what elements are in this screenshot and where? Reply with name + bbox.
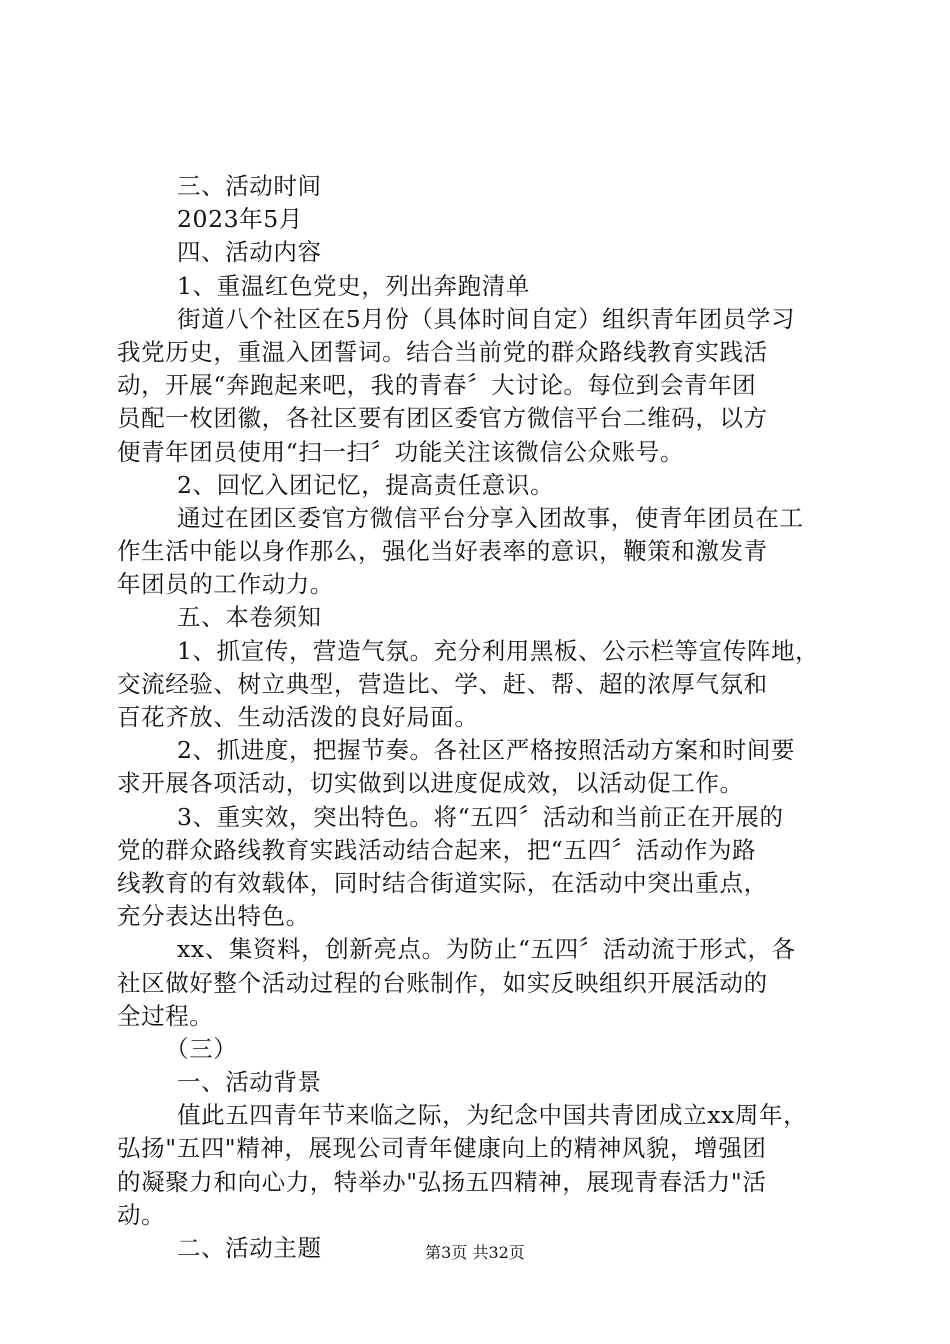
paragraph-line: 百花齐放、生动活泼的良好局面。 xyxy=(117,703,479,731)
paragraph-line: 动。 xyxy=(117,1200,166,1229)
paragraph-line: 1、抓宣传，营造气氛。充分利用黑板、公示栏等宣传阵地， xyxy=(177,636,820,665)
part-heading: （三） xyxy=(165,1034,238,1063)
paragraph-line: 值此五四青年节来临之际，为纪念中国共青团成立xx周年， xyxy=(177,1101,808,1130)
paragraph-line: 动，开展“奔跑起来吧，我的青春〞大讨论。每位到会青年团 xyxy=(117,371,757,400)
subheading-line: 1、重温红色党史，列出奔跑清单 xyxy=(177,271,530,300)
section-heading-background: 一、活动背景 xyxy=(177,1068,322,1097)
paragraph-line: 的凝聚力和向心力，特举办"弘扬五四精神，展现青春活力"活 xyxy=(117,1167,767,1196)
paragraph-line: 便青年团员使用“扫一扫〞功能关注该微信公众账号。 xyxy=(117,437,684,466)
section-heading-notes: 五、本卷须知 xyxy=(177,603,322,632)
paragraph-line: 员配一枚团徽，各社区要有团区委官方微信平台二维码，以方 xyxy=(117,404,768,433)
section-heading-activity-content: 四、活动内容 xyxy=(177,238,322,267)
paragraph-line: xx、集资料，创新亮点。为防止“五四〞活动流于形式，各 xyxy=(177,935,796,964)
paragraph-line: 求开展各项活动，切实做到以进度促成效，以活动促工作。 xyxy=(117,769,744,798)
paragraph-line: 作生活中能以身作那么，强化当好表率的意识，鞭策和激发青 xyxy=(117,537,768,566)
section-heading-theme: 二、活动主题 xyxy=(177,1234,322,1262)
paragraph-line: 我党历史，重温入团誓词。结合当前党的群众路线教育实践活 xyxy=(117,337,768,366)
paragraph-line: 充分表达出特色。 xyxy=(117,902,310,931)
paragraph-line: 交流经验、树立典型，营造比、学、赶、帮、超的浓厚气氛和 xyxy=(117,669,768,698)
paragraph-line: 弘扬"五四"精神，展现公司青年健康向上的精神风貌，增强团 xyxy=(117,1134,767,1163)
paragraph-line: 党的群众路线教育实践活动结合起来，把“五四〞活动作为路 xyxy=(117,835,757,864)
paragraph-line: 线教育的有效载体，同时结合街道实际，在活动中突出重点， xyxy=(117,868,768,897)
paragraph-line: 街道八个社区在5月份（具体时间自定）组织青年团员学习 xyxy=(177,304,796,333)
paragraph-line: 年团员的工作动力。 xyxy=(117,570,334,599)
paragraph-line: 社区做好整个活动过程的台账制作，如实反映组织开展活动的 xyxy=(117,968,768,997)
page-footer: 第3页 共32页 xyxy=(425,1243,525,1262)
subheading-line: 2、回忆入团记忆，提高责任意识。 xyxy=(177,470,555,499)
section-heading-activity-time: 三、活动时间 xyxy=(177,172,322,200)
paragraph-line: 2、抓进度，把握节奏。各社区严格按照活动方案和时间要 xyxy=(177,736,796,765)
paragraph-line: 全过程。 xyxy=(117,1001,214,1030)
paragraph-line: 通过在团区委官方微信平台分享入团故事，使青年团员在工 xyxy=(177,503,804,532)
paragraph-line: 3、重实效，突出特色。将“五四〞活动和当前正在开展的 xyxy=(177,802,784,831)
document-body xyxy=(117,170,837,1265)
paragraph-line: 2023年5月 xyxy=(177,205,303,234)
